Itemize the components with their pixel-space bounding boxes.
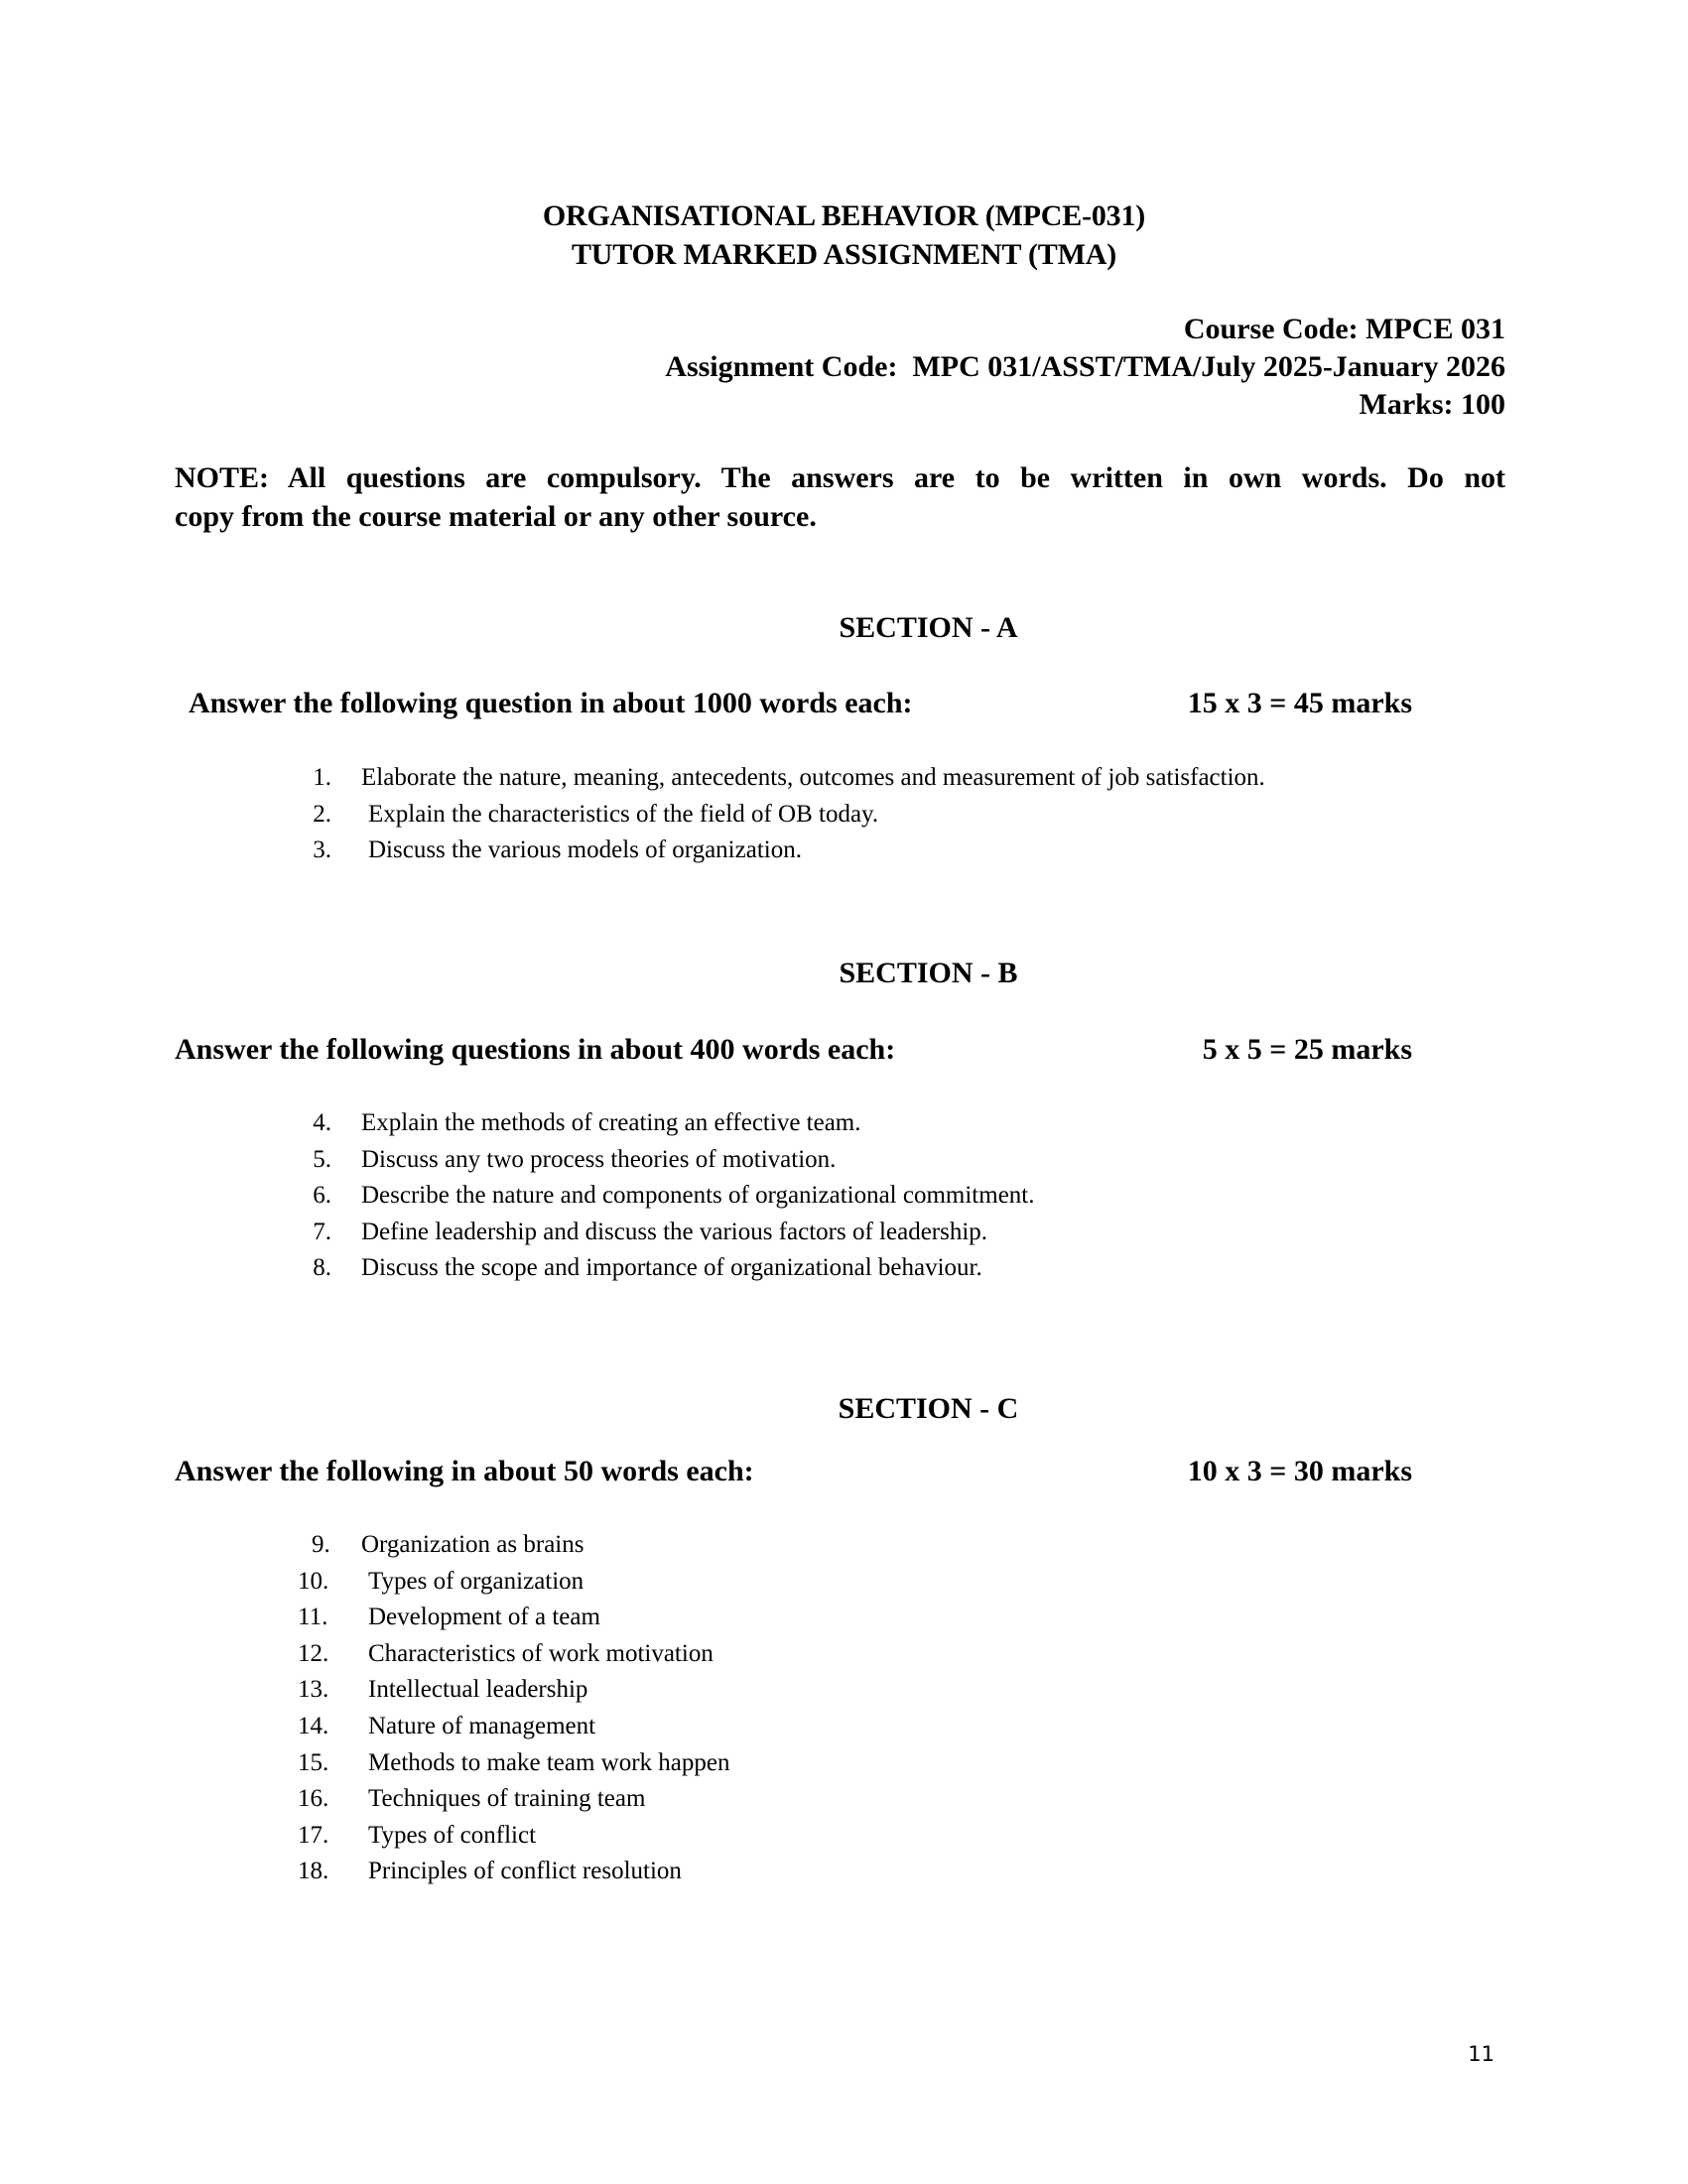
question-text: Organization as brains — [361, 1531, 584, 1558]
question-number: 6. — [313, 1182, 331, 1210]
note-line-1: NOTE: All questions are compulsory. The answers are to be written in own words. Do not — [175, 461, 1505, 494]
question-number: 17. — [298, 1821, 329, 1849]
section-marks: 15 x 3 = 45 marks — [1187, 687, 1412, 719]
question-number: 8. — [313, 1254, 331, 1282]
section-heading: SECTION - B — [839, 957, 1018, 989]
question-text: Techniques of training team — [368, 1785, 646, 1813]
section-marks: 10 x 3 = 30 marks — [1187, 1455, 1412, 1487]
question-list — [298, 760, 1265, 869]
question-item — [298, 1709, 596, 1745]
question-item — [298, 1142, 837, 1179]
note-line-2: copy from the course material or any other source. — [175, 500, 817, 533]
question-number: 2. — [313, 800, 331, 828]
section-heading: SECTION - C — [838, 1392, 1019, 1425]
question-list — [298, 1527, 730, 1890]
question-text: Define leadership and discuss the various factors of leadership. — [361, 1218, 988, 1245]
question-text: Elaborate the nature, meaning, antecedents, outcomes and measurement of job satisfaction. — [361, 764, 1265, 791]
question-text: Discuss any two process theories of motivation. — [361, 1145, 837, 1173]
total-marks: Marks: 100 — [1359, 388, 1505, 421]
question-number: 18. — [298, 1858, 329, 1885]
question-item — [298, 797, 879, 834]
question-number: 5. — [313, 1145, 331, 1173]
question-number: 9. — [312, 1531, 330, 1558]
question-number: 13. — [298, 1676, 329, 1704]
question-number: 10. — [298, 1567, 329, 1595]
question-text: Explain the methods of creating an effective team. — [361, 1109, 861, 1136]
question-text: Discuss the scope and importance of organizational behaviour. — [361, 1254, 982, 1282]
question-number: 7. — [313, 1218, 331, 1245]
course-code: Course Code: MPCE 031 — [1183, 313, 1505, 345]
question-text: Types of conflict — [368, 1821, 537, 1849]
question-item — [298, 1178, 1035, 1215]
section-instruction: Answer the following question in about 1000 words each: — [189, 687, 913, 719]
question-number: 15. — [298, 1748, 329, 1776]
section-instruction: Answer the following in about 50 words each: — [175, 1455, 754, 1487]
question-text: Discuss the various models of organization. — [368, 836, 802, 864]
document-title: ORGANISATIONAL BEHAVIOR (MPCE-031) — [542, 199, 1146, 232]
question-item — [298, 1527, 584, 1564]
page-number: 11 — [1468, 2042, 1494, 2066]
question-text: Intellectual leadership — [368, 1676, 588, 1704]
question-item — [298, 1564, 584, 1601]
question-item — [298, 1745, 730, 1782]
section-instruction: Answer the following questions in about 400 words each: — [175, 1033, 896, 1066]
question-item — [298, 1215, 988, 1251]
question-item — [298, 1250, 982, 1287]
question-item — [298, 1600, 600, 1636]
question-text: Characteristics of work motivation — [368, 1639, 714, 1667]
question-text: Development of a team — [368, 1604, 600, 1631]
question-item — [298, 1781, 646, 1818]
question-item — [298, 833, 802, 869]
question-item — [298, 1105, 861, 1142]
section-heading: SECTION - A — [839, 611, 1018, 644]
question-text: Describe the nature and components of organizational commitment. — [361, 1182, 1035, 1210]
section-marks: 5 x 5 = 25 marks — [1202, 1033, 1412, 1066]
question-text: Explain the characteristics of the field of OB today. — [368, 800, 879, 828]
question-item — [298, 760, 1265, 797]
question-item — [298, 1818, 537, 1855]
note-paragraph — [175, 458, 1505, 536]
question-item — [298, 1854, 682, 1890]
question-number: 3. — [313, 836, 331, 864]
question-number: 11. — [298, 1604, 328, 1631]
question-text: Principles of conflict resolution — [368, 1858, 682, 1885]
assignment-code: Assignment Code: MPC 031/ASST/TMA/July 2025-January 2026 — [665, 350, 1505, 383]
question-number: 4. — [313, 1109, 331, 1136]
question-item — [298, 1636, 714, 1673]
question-number: 16. — [298, 1785, 329, 1813]
document-subtitle: TUTOR MARKED ASSIGNMENT (TMA) — [572, 238, 1116, 271]
question-item — [298, 1672, 588, 1709]
question-list — [298, 1105, 1035, 1287]
question-text: Types of organization — [368, 1567, 584, 1595]
question-number: 14. — [298, 1712, 329, 1739]
question-number: 1. — [313, 764, 331, 791]
question-text: Nature of management — [368, 1712, 596, 1739]
question-number: 12. — [298, 1639, 329, 1667]
question-text: Methods to make team work happen — [368, 1748, 730, 1776]
